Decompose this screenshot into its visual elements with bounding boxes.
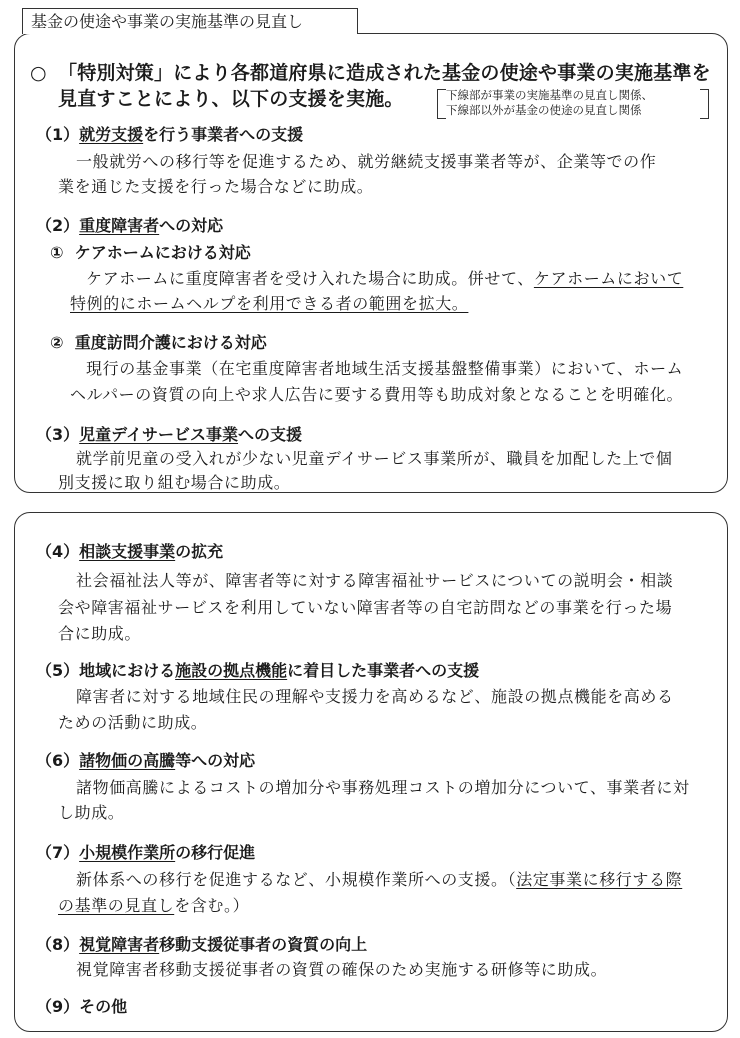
section-8-body-1: 視覚障害者移動支援従事者の資質の確保のため実施する研修等に助成。: [76, 960, 608, 979]
lead-line-2: 見直すことにより、以下の支援を実施。: [58, 88, 404, 110]
section-2-sub-2-body-2: ヘルパーの資質の向上や求人広告に要する費用等も助成対象となることを明確化。: [70, 385, 684, 404]
section-1-heading: （1）就労支援を行う事業者への支援: [36, 125, 304, 144]
section-2-heading: （2）重度障害者への対応: [36, 216, 224, 235]
section-1-body-2: 業を通じた支援を行った場合などに助成。: [58, 177, 374, 196]
section-2-sub-1-body-2: 特例的にホームヘルプを利用できる者の範囲を拡大。: [70, 294, 469, 313]
page-title: 基金の使途や事業の実施基準の見直し: [22, 8, 358, 34]
legend-left-bracket: [437, 89, 446, 119]
section-5-body-2: ための活動に助成。: [58, 713, 208, 732]
section-8-heading: （8）視覚障害者移動支援従事者の資質の向上: [36, 935, 368, 954]
section-4-heading: （4）相談支援事業の拡充: [36, 542, 224, 561]
section-5-body-1: 障害者に対する地域住民の理解や支援力を高めるなど、施設の拠点機能を高める: [76, 687, 674, 706]
section-7-body-2: の基準の見直しを含む。）: [58, 896, 250, 915]
lead-bullet: ○: [30, 62, 47, 84]
section-6-body-1: 諸物価高騰によるコストの増加分や事務処理コストの増加分について、事業者に対: [76, 778, 690, 797]
section-6-body-2: し助成。: [58, 803, 125, 822]
section-6-heading: （6）諸物価の高騰等への対応: [36, 751, 256, 770]
section-3-body-1: 就学前児童の受入れが少ない児童デイサービス事業所が、職員を加配した上で個: [76, 449, 673, 468]
lead-line-1: 「特別対策」により各都道府県に造成された基金の使途や事業の実施基準を: [58, 62, 711, 84]
section-2-sub-2-body-1: 現行の基金事業（在宅重度障害者地域生活支援基盤整備事業）において、ホーム: [86, 359, 684, 378]
legend-right-bracket: [700, 89, 709, 119]
section-5-heading: （5）地域における施設の拠点機能に着目した事業者への支援: [36, 661, 480, 680]
section-4-body-1: 社会福祉法人等が、障害者等に対する障害福祉サービスについての説明会・相談: [76, 571, 674, 590]
section-9-heading: （9）その他: [36, 997, 128, 1016]
legend-line-2: 下線部以外が基金の使途の見直し関係: [446, 103, 642, 117]
section-2-sub-1-body-1: ケアホームに重度障害者を受け入れた場合に助成。併せて、ケアホームにおいて: [86, 269, 684, 288]
section-7-heading: （7）小規模作業所の移行促進: [36, 843, 256, 862]
section-2-sub-2-heading: ② 重度訪問介護における対応: [50, 333, 267, 352]
legend-line-1: 下線部が事業の実施基準の見直し関係、: [446, 88, 653, 102]
section-3-heading: （3）児童デイサービス事業への支援: [36, 425, 303, 444]
section-2-sub-1-heading: ① ケアホームにおける対応: [50, 243, 251, 262]
section-1-body-1: 一般就労への移行等を促進するため、就労継続支援事業者等が、企業等での作: [76, 152, 657, 171]
section-4-body-2: 会や障害福祉サービスを利用していない障害者等の自宅訪問などの事業を行った場: [58, 598, 673, 617]
section-4-body-3: 合に助成。: [58, 624, 142, 643]
section-3-body-2: 別支援に取り組む場合に助成。: [58, 473, 291, 492]
section-7-body-1: 新体系への移行を促進するなど、小規模作業所への支援。（法定事業に移行する際: [76, 870, 683, 889]
